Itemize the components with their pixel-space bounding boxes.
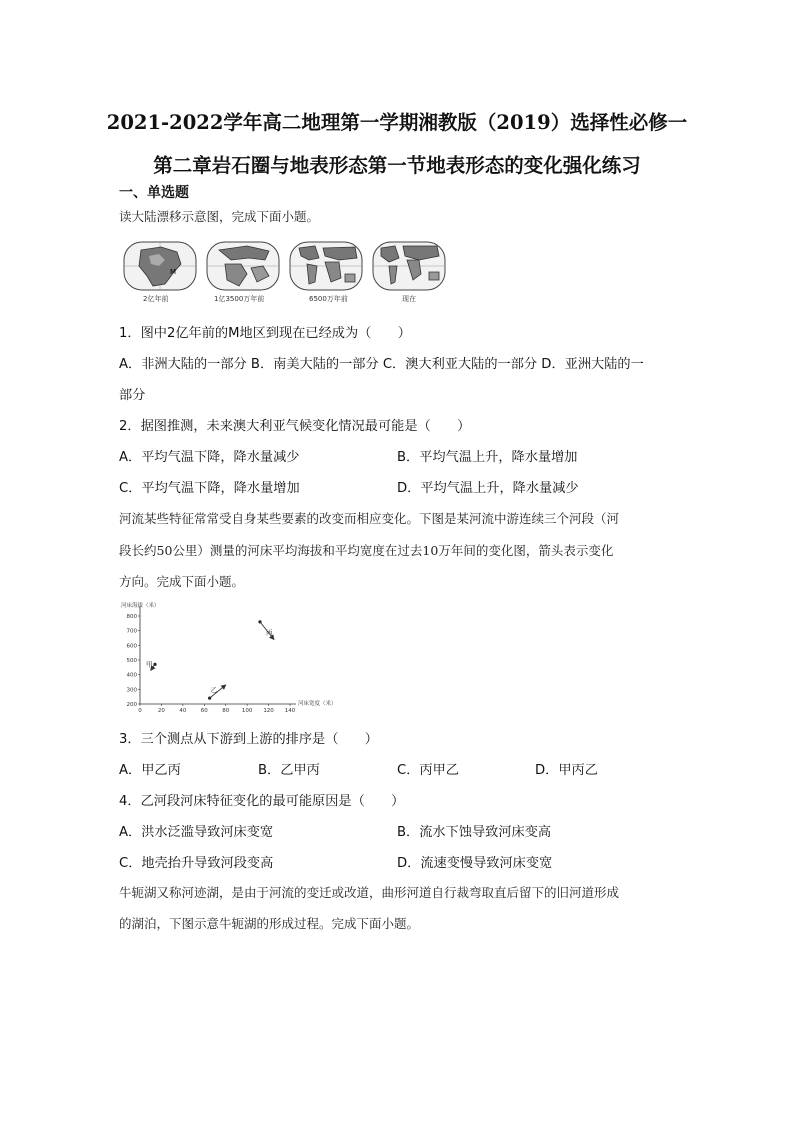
x-tick-label: 80 bbox=[222, 708, 230, 714]
y-tick-label: 600 bbox=[126, 643, 137, 650]
question-3-option-c: C．丙甲乙 bbox=[397, 763, 459, 778]
question-4-stem: 4．乙河段河床特征变化的最可能原因是（ ） bbox=[119, 794, 405, 809]
x-tick-label: 0 bbox=[138, 708, 142, 714]
y-tick-label: 500 bbox=[126, 658, 137, 664]
question-2-option-d: D．平均气温上升，降水量减少 bbox=[397, 481, 579, 496]
caption-65ma: 6500万年前 bbox=[309, 295, 348, 303]
intro-oxbow-line2: 的湖泊，下图示意牛轭湖的形成过程。完成下面小题。 bbox=[119, 916, 420, 931]
x-axis-label: 河床宽度（米） bbox=[298, 701, 337, 707]
y-tick-label: 200 bbox=[126, 702, 137, 708]
x-tick-label: 60 bbox=[200, 708, 208, 714]
intro-river-line1: 河流某些特征常常受自身某些要素的改变而相应变化。下图是某河流中游连续三个河段（河 bbox=[119, 511, 620, 526]
question-4-option-a: A．洪水泛滥导致河床变宽 bbox=[119, 825, 274, 840]
intro-river-line3: 方向。完成下面小题。 bbox=[119, 574, 245, 589]
riverbed-chart bbox=[119, 598, 349, 716]
x-tick-label: 20 bbox=[157, 708, 165, 714]
intro-drift: 读大陆漂移示意图，完成下面小题。 bbox=[119, 209, 320, 224]
drift-maps-svg bbox=[119, 236, 449, 306]
x-tick-label: 100 bbox=[241, 708, 253, 714]
map-200ma bbox=[124, 242, 196, 290]
section-heading: 一、单选题 bbox=[119, 185, 189, 201]
caption-200ma: 2亿年前 bbox=[143, 295, 169, 303]
question-2-option-c: C．平均气温下降，降水量增加 bbox=[119, 481, 300, 496]
marker-m: M bbox=[170, 268, 177, 276]
series-label: 丙 bbox=[265, 628, 273, 637]
series-label: 乙 bbox=[210, 686, 218, 695]
x-tick-label: 140 bbox=[284, 708, 296, 714]
intro-oxbow-line1: 牛轭湖又称河迹湖，是由于河流的变迁或改道，曲形河道自行裁弯取直后留下的旧河道形成 bbox=[119, 885, 620, 900]
map-present bbox=[373, 242, 445, 290]
question-1-options-line2: 部分 bbox=[119, 388, 146, 403]
page-title-line2: 第二章岩石圈与地表形态第一节地表形态的变化强化练习 bbox=[153, 154, 641, 177]
question-4-option-c: C．地壳抬升导致河段变高 bbox=[119, 856, 274, 871]
y-tick-label: 800 bbox=[126, 614, 137, 620]
caption-135ma: 1亿3500万年前 bbox=[214, 295, 265, 303]
x-tick-label: 40 bbox=[179, 708, 187, 714]
caption-present: 现在 bbox=[402, 295, 416, 303]
x-tick-label: 120 bbox=[263, 708, 274, 714]
intro-river-line2: 段长约50公里）测量的河床平均海拔和平均宽度在过去10万年间的变化图，箭头表示变化 bbox=[119, 543, 614, 558]
question-3-stem: 3．三个测点从下游到上游的排序是（ ） bbox=[119, 732, 378, 747]
continental-drift-maps bbox=[119, 236, 449, 306]
map-135ma bbox=[207, 242, 279, 290]
question-2-option-b: B．平均气温上升，降水量增加 bbox=[397, 450, 578, 465]
chart-axes bbox=[121, 601, 337, 707]
series-label: 甲 bbox=[146, 660, 153, 669]
y-tick-label: 700 bbox=[126, 628, 137, 635]
page-title-line1: 2021-2022学年高二地理第一学期湘教版（2019）选择性必修一 bbox=[106, 111, 688, 134]
question-4-option-d: D．流速变慢导致河床变宽 bbox=[397, 856, 553, 871]
question-2-option-a: A．平均气温下降，降水量减少 bbox=[119, 450, 300, 465]
question-3-option-d: D．甲丙乙 bbox=[535, 763, 598, 778]
question-3-option-b: B．乙甲丙 bbox=[258, 763, 320, 778]
map-65ma bbox=[290, 242, 362, 290]
y-tick-label: 400 bbox=[126, 672, 137, 679]
y-axis-label: 河床海拔（米） bbox=[121, 603, 160, 609]
question-4-option-b: B．流水下蚀导致河床变高 bbox=[397, 825, 552, 840]
question-1-stem: 1．图中2亿年前的M地区到现在已经成为（ ） bbox=[119, 326, 411, 341]
y-tick-label: 300 bbox=[126, 687, 137, 694]
riverbed-chart-svg bbox=[119, 598, 349, 716]
question-2-stem: 2．据图推测，未来澳大利亚气候变化情况最可能是（ ） bbox=[119, 419, 471, 434]
question-1-options-line1: A．非洲大陆的一部分 B．南美大陆的一部分 C．澳大利亚大陆的一部分 D．亚洲大陆的一 bbox=[119, 357, 644, 372]
chart-marks bbox=[146, 620, 274, 699]
question-3-option-a: A．甲乙丙 bbox=[119, 763, 181, 778]
